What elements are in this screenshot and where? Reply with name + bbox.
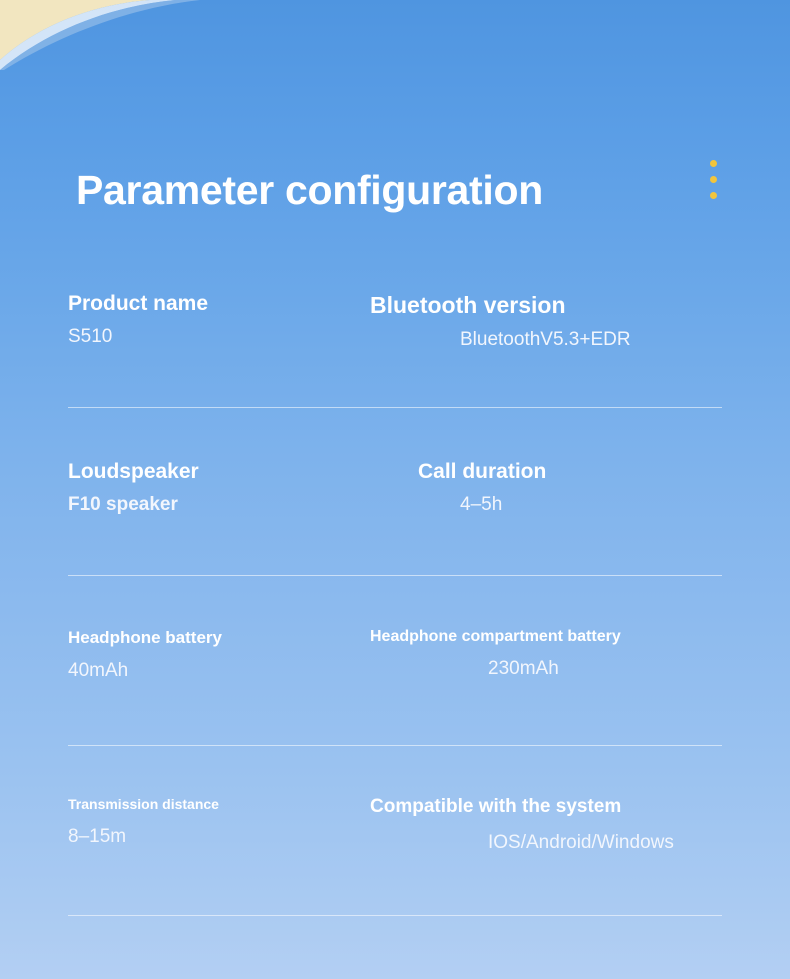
- spec-label: Compatible with the system: [370, 796, 622, 817]
- spec-cell-left: [68, 628, 370, 682]
- spec-value: 8–15m: [68, 826, 127, 847]
- spec-label: Bluetooth version: [370, 292, 566, 318]
- dot-icon: [710, 160, 717, 167]
- spec-cell-right: [370, 628, 722, 682]
- dot-icon: [710, 192, 717, 199]
- spec-value: 230mAh: [488, 658, 559, 679]
- spec-label: Loudspeaker: [68, 460, 199, 483]
- spec-row: [0, 796, 790, 906]
- spec-cell-right: [370, 460, 722, 516]
- divider: [68, 915, 722, 916]
- spec-cell-right: [370, 292, 722, 351]
- divider: [68, 575, 722, 576]
- spec-label: Headphone compartment battery: [370, 628, 621, 645]
- spec-label: Call duration: [418, 460, 547, 483]
- divider: [68, 745, 722, 746]
- spec-label: Transmission distance: [68, 796, 219, 812]
- spec-label: Product name: [68, 292, 209, 315]
- spec-value: IOS/Android/Windows: [488, 832, 674, 853]
- page-title-row: [76, 168, 543, 213]
- spec-value: F10 speaker: [68, 494, 178, 515]
- spec-row: [0, 460, 790, 570]
- spec-table: [0, 292, 790, 906]
- spec-value: 40mAh: [68, 660, 129, 681]
- spec-label: Headphone battery: [68, 628, 222, 647]
- spec-cell-left: [68, 292, 370, 351]
- spec-value: BluetoothV5.3+EDR: [460, 329, 631, 350]
- spec-value: S510: [68, 326, 113, 347]
- spec-row: [0, 628, 790, 738]
- decorative-dots: [710, 160, 717, 199]
- dot-icon: [710, 176, 717, 183]
- divider: [68, 407, 722, 408]
- corner-ribbon-decoration: [0, 0, 240, 70]
- spec-cell-right: [370, 796, 722, 854]
- spec-value: 4–5h: [460, 494, 503, 515]
- spec-row: [0, 292, 790, 402]
- page-title: Parameter configuration: [76, 167, 543, 213]
- spec-cell-left: [68, 796, 370, 854]
- spec-cell-left: [68, 460, 370, 516]
